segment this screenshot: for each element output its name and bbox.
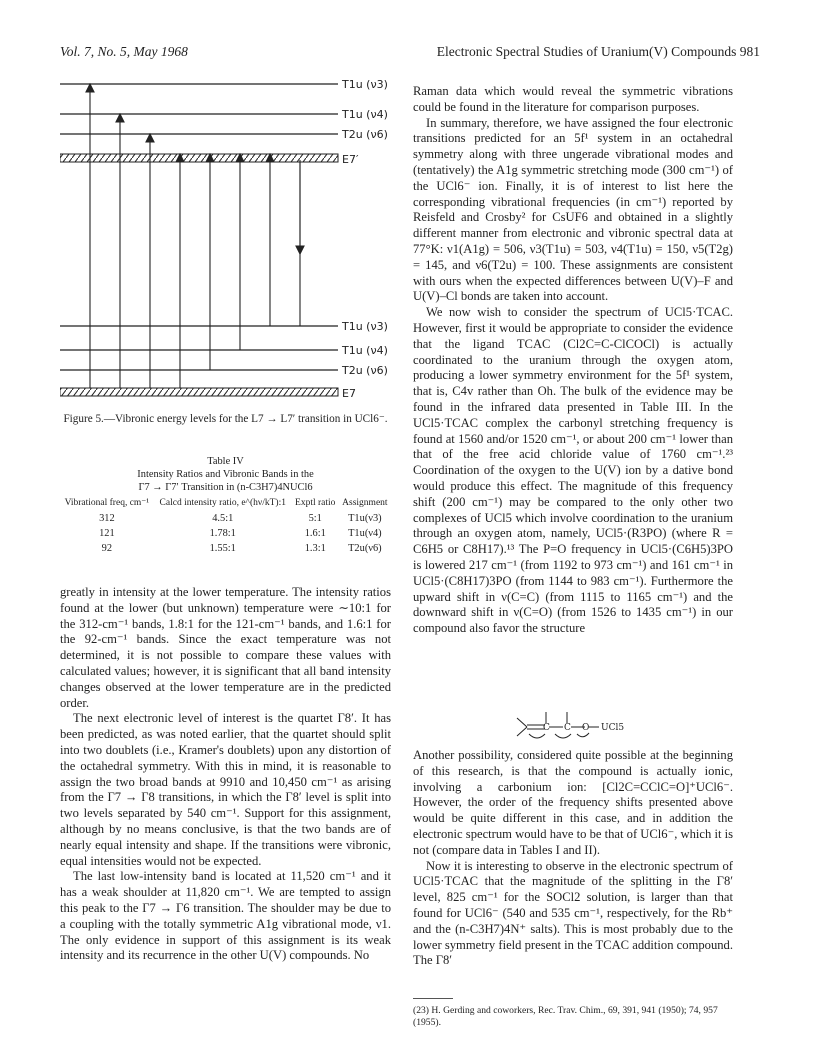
svg-text:C: C — [564, 723, 571, 733]
paragraph: Now it is interesting to observe in the electronic spectrum of UCl5·TCAC that the magnitude of the splitting in the Γ8′ level, 825 cm⁻¹ for the SOCl2 solution, is larger than that found for UCl6⁻ (540 and 535 cm⁻¹, respectively, for the Rb⁺ and the (n-C3H7)4N⁺ salts). This is most probably due to the lower symmetry field present in the TCAC addition compound. The Γ8′ — [413, 858, 733, 968]
level-label-t2u-lower: T2u (ν6) — [342, 364, 388, 377]
paragraph: In summary, therefore, we have assigned the four electronic transitions predicted for an 5f¹ system in an octahedral symmetry along with three ungerade vibrational modes and (tentatively) the A1g symmetric stretching mode (300 cm⁻¹) of the UCl6⁻ ion. Finally, it is of interest to list here the corresponding vibrational frequencies (in cm⁻¹) reported by Reisfeld and Crosby² for CsUF6 and obtained in a slightly different manner from electronic and vibronic spectral data at 77°K: ν1(A1g) = 506, ν3(T1u) = 503, ν4(T1u) = 150, ν5(T2g) = 145, and ν6(T2u) = 100. These assignments are consistent with ours when the expected differences between U(V)–F and U(V)–Cl bonds are taken into account. — [413, 115, 733, 304]
level-label-t1u-v4-lower: T1u (ν4) — [342, 344, 388, 357]
cell: 92 — [101, 543, 113, 554]
cell: 121 — [99, 528, 115, 539]
table-row — [60, 541, 391, 556]
cell: 4.5:1 — [212, 513, 234, 524]
level-label-e7-prime: E7′ — [342, 153, 359, 166]
level-label-t1u-lower: T1u (ν3) — [342, 320, 388, 333]
level-label-t2u-upper: T2u (ν6) — [342, 128, 388, 141]
footnote: (23) H. Gerding and coworkers, Rec. Trav. Chim., 69, 391, 941 (1950); 74, 957 (1955). — [413, 1005, 718, 1028]
table-row — [60, 526, 391, 541]
energy-level-diagram — [60, 70, 396, 410]
svg-text:C: C — [543, 723, 550, 733]
cell: 1.55:1 — [209, 543, 236, 554]
cell: 1.3:1 — [304, 543, 326, 554]
level-label-t1u-v4-upper: T1u (ν4) — [342, 108, 388, 121]
running-header — [60, 44, 760, 64]
table-subtitle: Intensity Ratios and Vibronic Bands in the — [137, 469, 314, 480]
svg-text:O: O — [582, 723, 590, 733]
level-label-t1u-upper: T1u (ν3) — [342, 78, 388, 91]
table-subtitle-2: Γ7 → Γ7′ Transition in (n-C3H7)4NUCl6 — [138, 482, 313, 493]
cell: 312 — [99, 513, 115, 524]
paragraph: greatly in intensity at the lower temperature. The intensity ratios found at the lower (but unknown) temperature were ∼10:1 for the 312-cm⁻¹ bands, 1.8:1 for the 121-cm⁻¹ bands, and 1.6:1 for the 92-cm⁻¹ bands. Since the exact temperature was not determined, it is not possible to compare these values with calculated values; however, it is significant that all band intensity changes observed at the lower temperature are in the predicted order. — [60, 585, 391, 710]
level-label-e7: E7 — [342, 387, 356, 400]
cell: T1u(ν3) — [348, 513, 382, 524]
figure-caption: Figure 5.—Vibronic energy levels for the L7 → L7′ transition in UCl6⁻. — [63, 413, 388, 425]
right-column-body — [413, 84, 733, 637]
footnote-rule — [413, 998, 453, 999]
journal-volume: Vol. 7, No. 5, May 1968 — [60, 44, 188, 59]
col-header: Assignment — [342, 498, 388, 508]
table-row — [60, 511, 391, 526]
cell: 1.78:1 — [209, 528, 236, 539]
article-title-header: Electronic Spectral Studies of Uranium(V) Compounds 981 — [436, 44, 760, 59]
table-title: Table IV — [207, 456, 244, 467]
paragraph: The next electronic level of interest is the quartet Γ8′. It has been predicted, as was noted earlier, that the quartet should split into two doublets (i.e., Kramer's doublets) upon any distortion of the octahedral symmetry. With this in mind, it is reasonable to assign the two broad bands at 9910 and 10,450 cm⁻¹ as arising from the Γ7 → Γ8 transitions, in which the Γ8′ level is split into two levels separated by 540 cm⁻¹. Support for this assignment, although by no means conclusive, is that the two bands are of nearly equal intensity and shape. If the transitions were vibronic, equal intensities would not be expected. — [60, 711, 391, 868]
table-iv — [60, 455, 391, 556]
paragraph: Another possibility, considered quite possible at the beginning of this research, is that the compound is actually ionic, involving a carbonium ion: [Cl2C=CClC=O]⁺UCl6⁻. However, the order of the frequency shifts presented above would be quite different in this case, and in addition the electronic spectrum would have to be that of UCl6⁻, which it is not (compare data in Tables I and II). — [413, 748, 734, 857]
cell: T2u(ν6) — [348, 543, 382, 554]
chemical-structure — [515, 708, 625, 746]
col-header: Vibrational freq, cm⁻¹ — [64, 498, 150, 508]
col-header: Exptl ratio — [295, 498, 336, 508]
cell: 5:1 — [308, 513, 322, 524]
paragraph: The last low-intensity band is located at 11,520 cm⁻¹ and it has a weak shoulder at 11,820 cm⁻¹. We are tempted to assign this peak to the Γ7 → Γ6 transition. The shoulder may be due to a coupling with the totally symmetric A1g vibrational mode, ν1. The only evidence in support of this assignment is its weak intensity and its recurrence in the other U(V) compounds. No — [60, 869, 391, 963]
data-table — [60, 498, 391, 556]
left-column-body — [60, 585, 391, 964]
structure-ucl5-label: UCl5 — [601, 723, 625, 733]
right-column-body-2 — [413, 748, 733, 969]
col-header: Calcd intensity ratio, e^(hν/kT):1 — [159, 498, 286, 508]
paragraph: Raman data which would reveal the symmetric vibrations could be found in the literature for comparison purposes. — [413, 84, 733, 114]
cell: 1.6:1 — [304, 528, 326, 539]
cell: T1u(ν4) — [348, 528, 382, 539]
paragraph: We now wish to consider the spectrum of UCl5·TCAC. However, first it would be appropriate to consider the evidence that the ligand TCAC (Cl2C=C-ClCOCl) is actually coordinated to the uranium through the oxygen atom, producing a lower symmetry environment for the 5f¹ system, that is, C4v rather than Oh. The bulk of the evidence may be found in the infrared data presented in Table III. In the UCl5·TCAC complex the carbonyl stretching frequency is found at 1560 and/or 1520 cm⁻¹, or about 200 cm⁻¹ lower than that of the free acid chloride value of 1760 cm⁻¹.²³ Coordination of the oxygen to the U(V) ion by a dative bond would produce this effect. The magnitude of this frequency shift (200 cm⁻¹) may be compared to the only other two complexes of UCl5 which involve coordination to the uranium through an oxygen atom, namely, UCl5·(R3PO) (where R = C6H5 or C8H17).¹³ The P=O frequency in UCl5·(C6H5)3PO is lowered 217 cm⁻¹ (from 1192 to 973 cm⁻¹) and 161 cm⁻¹ in UCl5·(C8H17)3PO (from 1144 to 983 cm⁻¹). Furthermore the upward shift in ν(C=C) (from 1115 to 1165 cm⁻¹) and the downward shift in ν(C=O) (from 1526 to 1435 cm⁻¹) in our compound also favor the structure — [413, 305, 733, 636]
